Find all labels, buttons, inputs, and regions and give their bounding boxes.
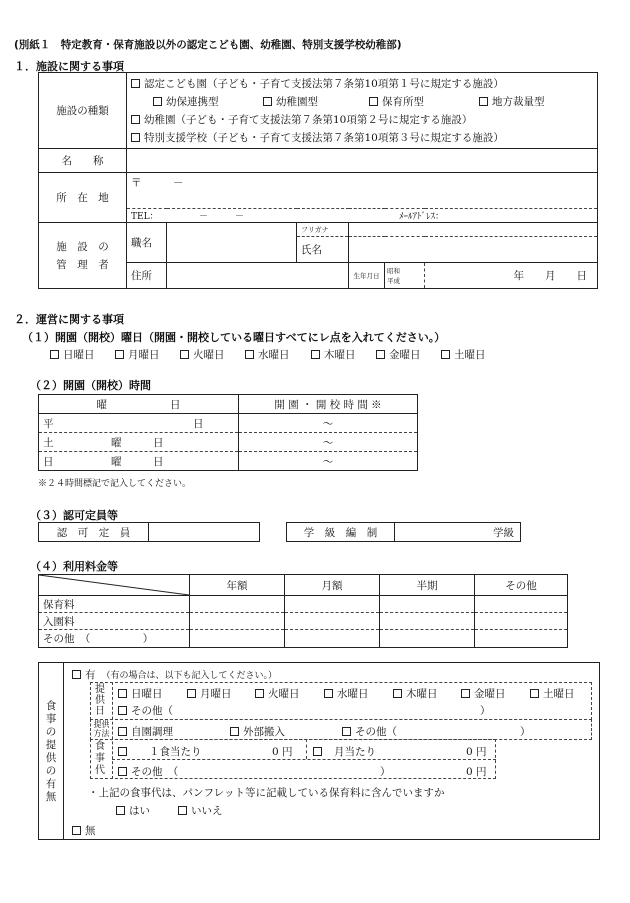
checkbox[interactable]: [324, 689, 333, 698]
meal-day-label: 提供日: [95, 684, 105, 717]
birthdate-label: 生年月日: [349, 263, 385, 289]
checkbox[interactable]: [153, 97, 162, 106]
meal-method-option[interactable]: 自園調理: [118, 724, 230, 739]
day-option[interactable]: 火曜日: [180, 347, 245, 362]
fee-cell[interactable]: [380, 596, 475, 613]
fee-table: [38, 574, 568, 648]
checkbox[interactable]: [115, 350, 124, 359]
meal-day-option[interactable]: 土曜日: [530, 686, 575, 701]
type-option-kindergarten[interactable]: 幼稚園（子ども・子育て支援法第７条第10項第２号に規定する施設）: [131, 111, 593, 129]
checkbox[interactable]: [131, 115, 140, 124]
name-label: 名 称: [39, 149, 127, 173]
included-question: ・上記の食事代は、パンフレット等に記載している保育料に含んでいますか: [88, 787, 445, 799]
checkbox[interactable]: [187, 689, 196, 698]
capacity-label: 認 可 定 員: [39, 523, 149, 542]
checkbox[interactable]: [178, 806, 187, 815]
open-days: [50, 347, 486, 362]
checkbox[interactable]: [116, 806, 125, 815]
meal-method-other-close: ）: [520, 726, 531, 738]
fee-col: 月額: [285, 575, 380, 596]
cost-other-close: ）: [380, 766, 391, 778]
facility-table: [38, 72, 598, 289]
type-option-special-school[interactable]: 特別支援学校（子ども・子育て支援法第７条第10項第３号に規定する施設）: [131, 129, 593, 147]
day-option[interactable]: 水曜日: [245, 347, 311, 362]
checkbox[interactable]: [180, 350, 189, 359]
checkbox[interactable]: [263, 97, 272, 106]
hours-day-saturday: 土 曜 日: [39, 433, 239, 452]
hours-col-day: 曜 日: [39, 395, 239, 414]
fee-row-label: 保育料: [39, 596, 190, 613]
fee-col: その他: [475, 575, 568, 596]
hours-note: ※２４時間標記で記入してください。: [38, 479, 192, 489]
post-label: 職名: [127, 223, 167, 263]
class-label: 学 級 編 制: [287, 523, 395, 542]
meal-day-option[interactable]: 木曜日: [393, 686, 461, 701]
post-field[interactable]: [167, 223, 297, 263]
subtype-nursery[interactable]: 保育所型: [369, 93, 479, 111]
residence-label: 住所: [127, 263, 167, 289]
residence-field[interactable]: [167, 263, 349, 289]
day-option[interactable]: 土曜日: [441, 347, 486, 362]
meal-day-other-close: ）: [480, 705, 491, 717]
day-option[interactable]: 月曜日: [115, 347, 180, 362]
fee-cell[interactable]: [475, 596, 568, 613]
fullname-field[interactable]: [349, 237, 598, 263]
checkbox[interactable]: [393, 689, 402, 698]
checkbox[interactable]: [342, 727, 351, 736]
cost-per-month-yen[interactable]: 0 円: [466, 746, 487, 758]
section2-heading: ２．運営に関する事項: [14, 313, 124, 326]
fee-cell[interactable]: [475, 630, 568, 648]
name-field[interactable]: [127, 149, 598, 173]
meal-day-option[interactable]: 金曜日: [461, 686, 530, 701]
days-heading: （１）開園（開校）曜日（開園・開校している曜日すべてにレ点を入れてください。）: [22, 331, 446, 344]
diagonal-line: [39, 575, 189, 595]
cost-per-meal-option[interactable]: １食当たり: [118, 744, 202, 759]
fee-cell[interactable]: [285, 596, 380, 613]
class-field[interactable]: 学級: [395, 523, 521, 542]
cost-other-option[interactable]: その他 （: [118, 764, 178, 779]
birthdate-field[interactable]: 年 月 日: [425, 263, 598, 289]
checkbox[interactable]: [441, 350, 450, 359]
checkbox[interactable]: [369, 97, 378, 106]
subtype-kindergarten[interactable]: 幼稚園型: [263, 93, 369, 111]
meal-day-other[interactable]: その他（: [118, 703, 173, 718]
fullname-label: 氏名: [297, 237, 349, 263]
address-label: 所 在 地: [39, 173, 127, 223]
checkbox[interactable]: [313, 747, 322, 756]
hours-table: [38, 394, 418, 471]
checkbox[interactable]: [376, 350, 385, 359]
checkbox[interactable]: [245, 350, 254, 359]
meal-yes-option[interactable]: 有 （有の場合は、以下も記入してください。）: [72, 667, 277, 682]
fee-row-label: その他 （ ）: [39, 630, 190, 648]
checkbox[interactable]: [118, 747, 127, 756]
subtype-yoho[interactable]: 幼保連携型: [153, 93, 263, 111]
hours-field[interactable]: ～: [239, 414, 418, 433]
tel-field: TEL： － －: [131, 212, 245, 222]
address-field[interactable]: [127, 173, 598, 209]
hours-col-time: 開 園 ・ 開 校 時 間 ※: [239, 395, 418, 414]
contact-row[interactable]: [127, 209, 598, 223]
checkbox[interactable]: [118, 767, 127, 776]
fee-cell[interactable]: [475, 613, 568, 630]
meal-label: 食事の提供の有無: [45, 700, 57, 803]
included-answers: [116, 803, 223, 818]
fee-corner: [39, 575, 190, 596]
checkbox[interactable]: [311, 350, 320, 359]
checkbox[interactable]: [461, 689, 470, 698]
hours-day-sunday: 日 曜 日: [39, 452, 239, 471]
fee-cell[interactable]: [190, 613, 285, 630]
day-option[interactable]: 金曜日: [376, 347, 441, 362]
cost-other-yen[interactable]: 0 円: [466, 766, 487, 778]
meal-divider: [63, 662, 64, 840]
form-title: (別紙１ 特定教育・保育施設以外の認定こども園、幼稚園、特別支援学校幼稚部): [14, 39, 402, 51]
fee-cell[interactable]: [285, 613, 380, 630]
cost-row-divider: [112, 759, 496, 760]
class-table: [286, 522, 521, 542]
meal-day-option[interactable]: 火曜日: [255, 686, 324, 701]
meal-cost-label: 食事代: [95, 741, 105, 776]
meal-inner-divider: [112, 682, 113, 779]
checkbox[interactable]: [72, 670, 81, 679]
meal-day-option[interactable]: 月曜日: [187, 686, 255, 701]
cost-divider: [306, 739, 307, 759]
checkbox[interactable]: [255, 689, 264, 698]
fee-cell[interactable]: [190, 596, 285, 613]
mail-field: ﾒｰﾙｱﾄﾞﾚｽ：: [399, 212, 445, 222]
checkbox[interactable]: [530, 689, 539, 698]
checkbox[interactable]: [118, 689, 127, 698]
included-yes[interactable]: はい: [116, 803, 178, 818]
postal-mark: 〒 －: [131, 177, 184, 189]
hours-field[interactable]: ～: [239, 433, 418, 452]
checkbox[interactable]: [131, 133, 140, 142]
fee-row-label: 入園料: [39, 613, 190, 630]
day-option[interactable]: 木曜日: [311, 347, 376, 362]
meal-method-option[interactable]: 外部搬入: [230, 724, 342, 739]
era-options[interactable]: 昭和 平成: [385, 263, 425, 289]
hours-heading: （２）開園（開校）時間: [30, 379, 151, 392]
checkbox[interactable]: [230, 727, 239, 736]
fee-cell[interactable]: [380, 613, 475, 630]
meal-days: [118, 686, 575, 701]
furigana-field[interactable]: [349, 223, 598, 237]
checkbox[interactable]: [72, 826, 81, 835]
fee-cell[interactable]: [190, 630, 285, 648]
type-option-kodomoen[interactable]: 認定こども園（子ども・子育て支援法第７条第10項第１号に規定する施設）: [131, 75, 593, 93]
meal-method-label: 提供方法: [93, 720, 110, 738]
hours-field[interactable]: ～: [239, 452, 418, 471]
cost-per-month-option[interactable]: 月当たり: [313, 744, 376, 759]
fee-col: 年額: [190, 575, 285, 596]
checkbox[interactable]: [131, 79, 140, 88]
checkbox[interactable]: [50, 350, 59, 359]
fee-cell[interactable]: [380, 630, 475, 648]
checkbox[interactable]: [118, 706, 127, 715]
fee-cell[interactable]: [285, 630, 380, 648]
meal-method-option[interactable]: その他（: [342, 724, 397, 739]
section1-heading: １．施設に関する事項: [14, 60, 124, 73]
capacity-table: [38, 522, 260, 542]
facility-type-label: 施設の種類: [39, 73, 127, 149]
subtype-local[interactable]: 地方裁量型: [479, 93, 545, 111]
meal-methods: [118, 724, 397, 739]
checkbox[interactable]: [479, 97, 488, 106]
included-no[interactable]: いいえ: [178, 803, 223, 818]
manager-label: 施 設 の 管 理 者: [39, 223, 127, 289]
meal-day-option[interactable]: 水曜日: [324, 686, 393, 701]
furigana-label: フリガナ: [297, 223, 349, 237]
capacity-field[interactable]: [149, 523, 260, 542]
cost-per-meal-yen[interactable]: 0 円: [272, 746, 293, 758]
capacity-heading: （３）認可定員等: [30, 509, 118, 522]
checkbox[interactable]: [118, 727, 127, 736]
meal-day-option[interactable]: 日曜日: [118, 686, 187, 701]
fee-heading: （４）利用料金等: [30, 560, 118, 573]
fee-col: 半期: [380, 575, 475, 596]
day-option[interactable]: 日曜日: [50, 347, 115, 362]
kodomoen-subtypes: [131, 93, 593, 111]
meal-no-option[interactable]: 無: [72, 823, 96, 838]
hours-day-weekday: 平 日: [39, 414, 239, 433]
